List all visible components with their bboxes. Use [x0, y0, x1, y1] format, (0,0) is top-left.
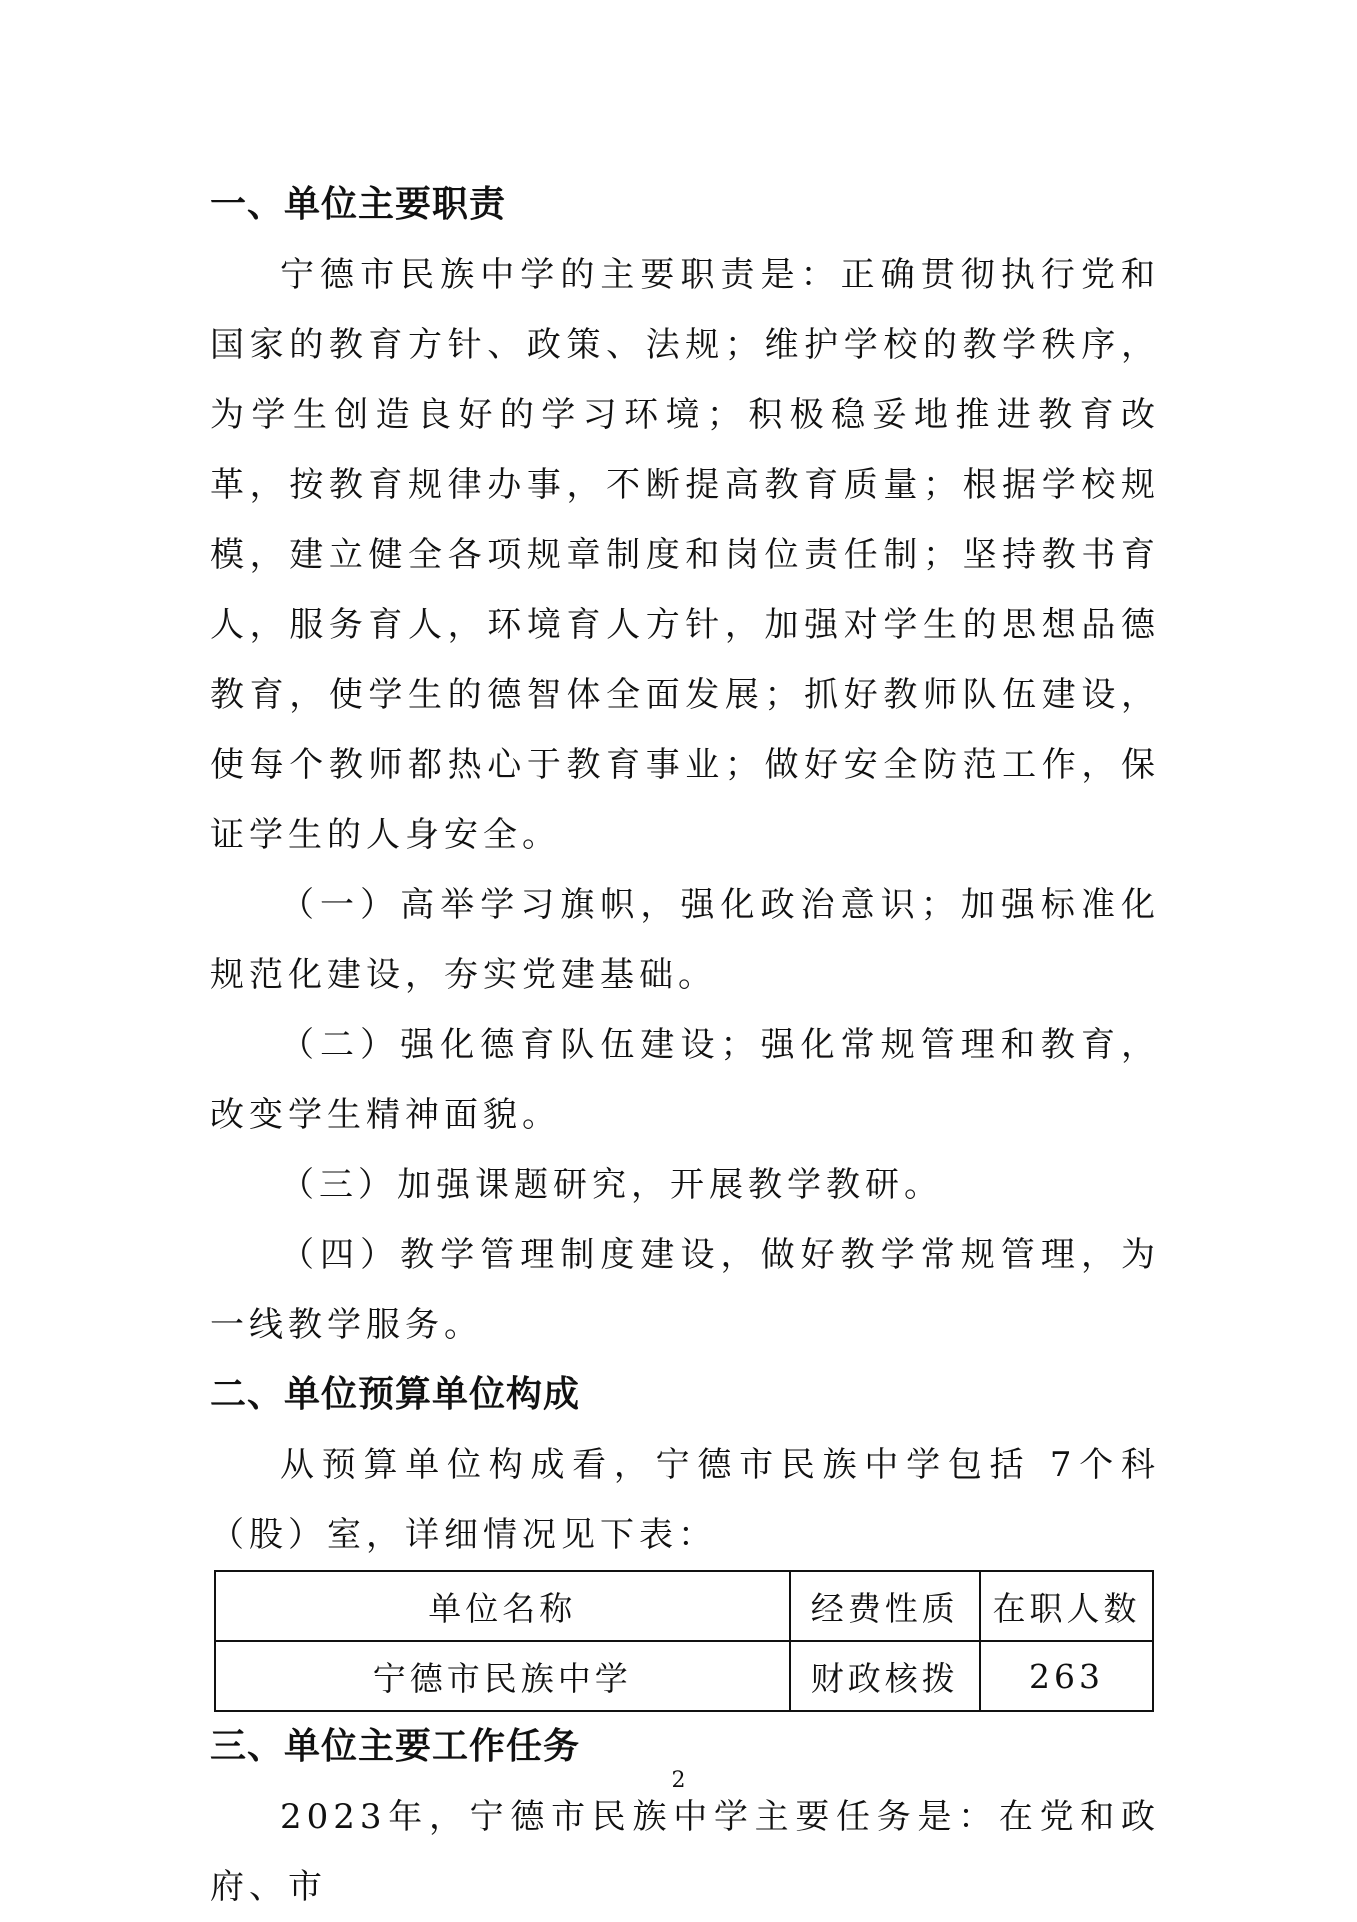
section-heading-responsibilities: 一、单位主要职责 — [210, 184, 507, 225]
responsibility-item-2: （二）强化德育队伍建设；强化常规管理和教育，改变学生精神面貌。 — [210, 1025, 1160, 1135]
responsibility-item-4: （四）教学管理制度建设，做好教学常规管理，为一线教学服务。 — [210, 1235, 1160, 1345]
main-tasks-paragraph: 2023年，宁德市民族中学主要任务是：在党和政府、市 — [210, 1797, 1160, 1907]
table-header-cell: 单位名称 — [215, 1571, 790, 1641]
budget-units-paragraph: 从预算单位构成看，宁德市民族中学包括 7个科（股）室，详细情况见下表： — [210, 1445, 1160, 1555]
responsibility-item-1: （一）高举学习旗帜，强化政治意识；加强标准化规范化建设，夯实党建基础。 — [210, 885, 1160, 995]
table-cell: 宁德市民族中学 — [215, 1641, 790, 1711]
budget-units-table — [214, 1570, 1154, 1712]
responsibility-item-3: （三）加强课题研究，开展教学教研。 — [280, 1165, 943, 1205]
document-page — [210, 170, 1160, 1922]
section-heading-budget-units: 二、单位预算单位构成 — [210, 1374, 581, 1415]
table-header-cell: 在职人数 — [980, 1571, 1153, 1641]
table-header-row — [215, 1571, 1153, 1641]
section-heading-main-tasks: 三、单位主要工作任务 — [210, 1726, 581, 1767]
table-row — [215, 1641, 1153, 1711]
table-cell: 财政核拨 — [790, 1641, 980, 1711]
table-header-cell: 经费性质 — [790, 1571, 980, 1641]
responsibilities-paragraph: 宁德市民族中学的主要职责是：正确贯彻执行党和国家的教育方针、政策、法规；维护学校的教学秩序，为学生创造良好的学习环境；积极稳妥地推进教育改革，按教育规律办事，不断提高教育质量；根据学校规模，建立健全各项规章制度和岗位责任制；坚持教书育人，服务育人，环境育人方针，加强对学生的思想品德教育，使学生的德智体全面发展；抓好教师队伍建设，使每个教师都热心于教育事业；做好安全防范工作，保证学生的人身安全。 — [210, 255, 1160, 855]
page-number: 2 — [671, 1768, 686, 1793]
table-cell: 263 — [980, 1641, 1153, 1711]
